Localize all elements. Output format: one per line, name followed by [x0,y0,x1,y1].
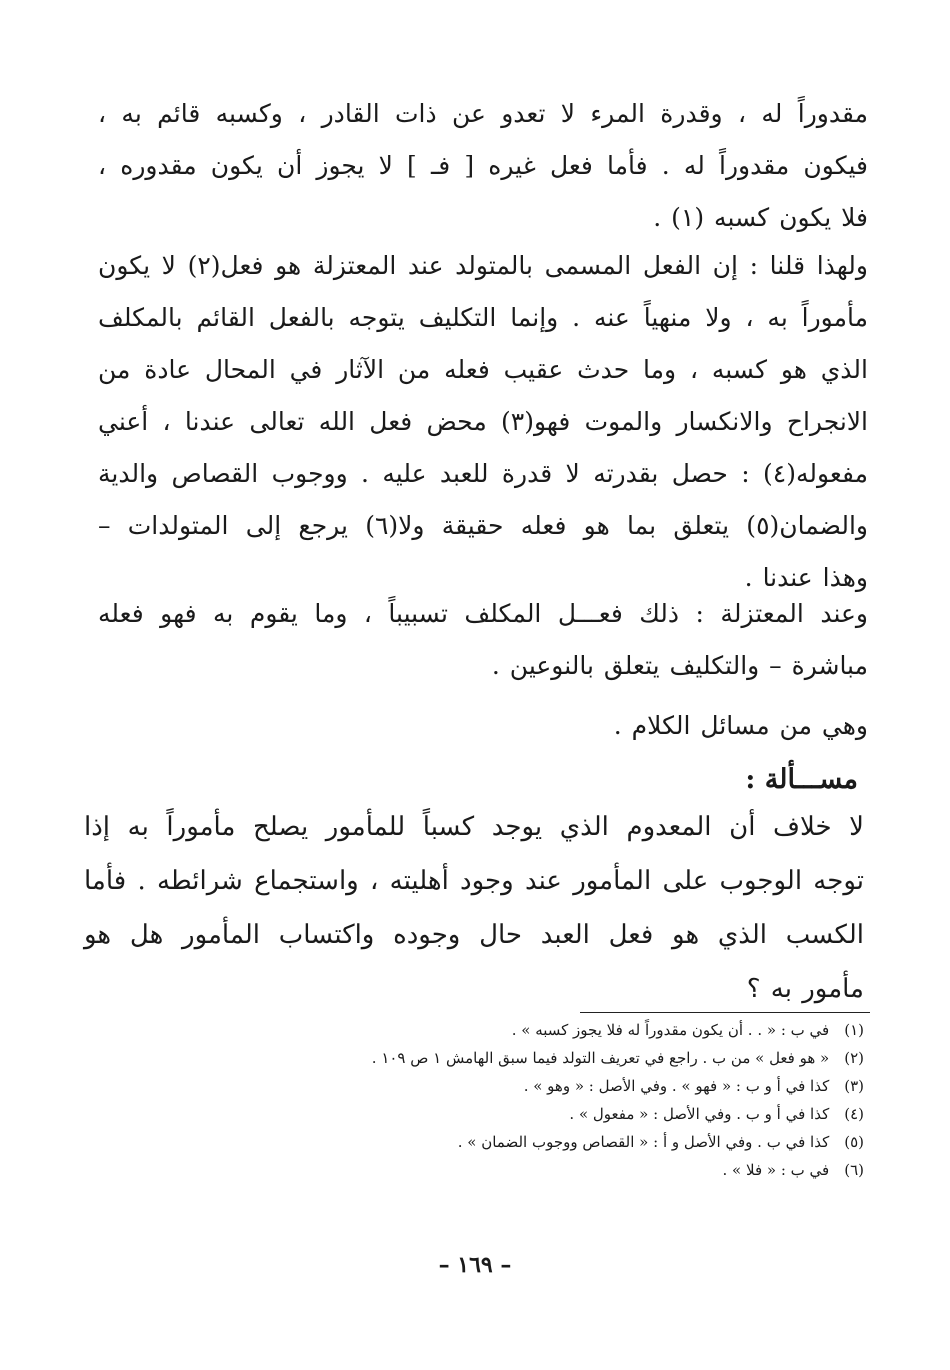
text-line: الذي هو كسبه ، وما حدث عقيب فعله من الآثار في المحال عادة من [98,355,868,384]
text-line: وعند المعتزلة : ذلك فعـــل المكلف تسبيباً ، وما يقوم به فهو فعله [98,599,868,628]
paragraph-2 [98,240,868,604]
footnote-number: (٦) [844,1161,864,1179]
footnote-item [164,1072,864,1100]
paragraph-4 [98,700,868,752]
text-line: مقدوراً له ، وقدرة المرء لا تعدو عن ذات القادر ، وكسبه قائم به ، [98,99,868,128]
footnote-number: (٥) [844,1133,864,1151]
footnote-text: « هو فعل » من ب . راجع في تعريف التولد فيما سبق الهامش ١ ص ١٠٩ . [371,1049,830,1067]
page-number: – ١٦٩ – [438,1252,512,1278]
text-line: وهذا عندنا . [744,563,868,592]
text-line: مفعوله(٤) : حصل بقدرته لا قدرة للعبد عليه . ووجوب القصاص والدية [98,459,868,488]
text-line: مأموراً به ، ولا منهياً عنه . وإنما التكليف يتوجه بالفعل القائم بالمكلف [98,303,868,332]
text-line: فلا يكون كسبه (١) . [653,203,868,232]
section-heading: مســـألة : [745,764,858,795]
footnote-divider [580,1012,870,1013]
footnote-text: في ب : « فلا » . [722,1161,830,1179]
text-line: ولهذا قلنا : إن الفعل المسمى بالمتولد عند المعتزلة هو فعل(٢) لا يكون [98,251,868,280]
paragraph-1 [98,88,868,244]
text-line: الكسب الذي هو فعل العبد حال وجوده واكتساب المأمور هل هو [84,920,864,950]
footnote-text: كذا في أ و ب . وفي الأصل : « مفعول » . [569,1105,830,1123]
footnote-number: (١) [844,1021,864,1039]
footnote-text: كذا في ب . وفي الأصل و أ : « القصاص ووجوب الضمان » . [457,1133,830,1151]
footnote-item [164,1128,864,1156]
footnote-number: (٣) [844,1077,864,1095]
footnote-item [164,1016,864,1044]
footnote-number: (٤) [844,1105,864,1123]
paragraph-5 [84,800,864,1016]
text-line: مباشرة – والتكليف يتعلق بالنوعين . [491,651,868,680]
text-line: الانجراح والانكسار والموت فهو(٣) محض فعل الله تعالى عندنا ، أعني [98,407,868,436]
footnotes [164,1016,864,1184]
paragraph-3 [98,588,868,692]
text-line: مأمور به ؟ [746,974,864,1004]
text-line: والضمان(٥) يتعلق بما هو فعله حقيقة ولا(٦) يرجع إلى المتولدات – [98,511,868,540]
footnote-item [164,1100,864,1128]
footnote-item [164,1044,864,1072]
footnote-text: كذا في أ و ب : « فهو » . وفي الأصل : « وهو » . [523,1077,830,1095]
text-line: توجه الوجوب على المأمور عند وجود أهليته ، واستجماع شرائطه . فأما [84,866,864,896]
text-line: لا خلاف أن المعدوم الذي يوجد كسباً للمأمور يصلح مأموراً به إذا [84,812,864,842]
text-line: فيكون مقدوراً له . فأما فعل غيره [ فـ ] لا يجوز أن يكون مقدوره ، [98,151,868,180]
text-line: وهي من مسائل الكلام . [613,711,868,740]
footnote-number: (٢) [844,1049,864,1067]
footnote-item [164,1156,864,1184]
footnote-text: في ب : « . . أن يكون مقدوراً له فلا يجوز كسبه » . [511,1021,830,1039]
